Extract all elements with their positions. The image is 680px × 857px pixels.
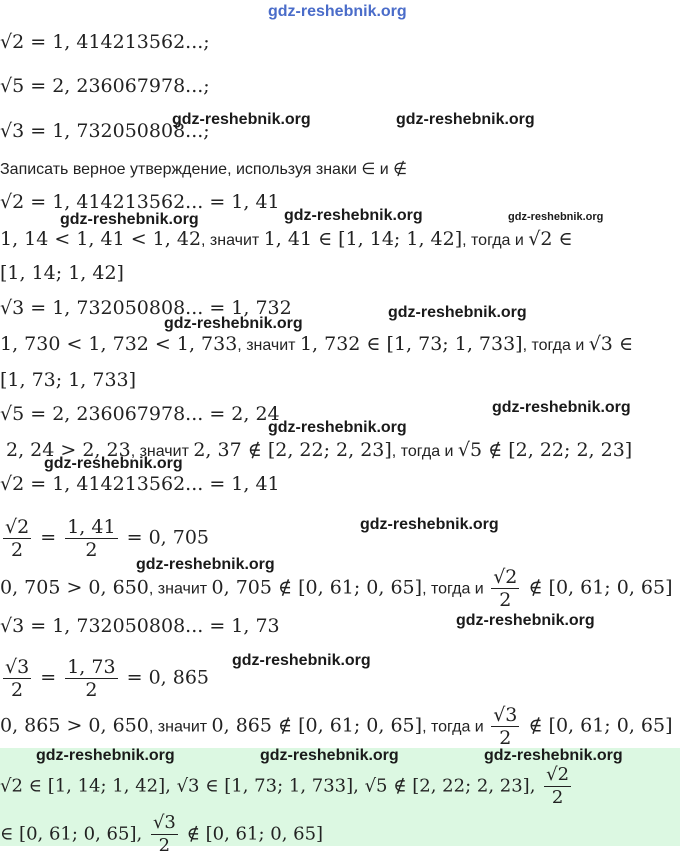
comparison: 2, 24 > 2, 23 [6, 439, 131, 461]
then-label: , тогда и [391, 443, 458, 460]
then-label: , тогда и [422, 718, 489, 736]
block1-interval: [1, 14; 1, 42] [0, 262, 124, 284]
then-label: , тогда и [422, 580, 489, 598]
watermark: gdz-reshebnik.org [484, 747, 623, 764]
block4-fraction-line [0, 516, 209, 561]
watermark: gdz-reshebnik.org [456, 612, 595, 629]
block5-approx: √3 = 1, 732050808... = 1, 73 [0, 615, 280, 637]
conclusion: √3 ∈ [588, 333, 634, 355]
watermark: gdz-reshebnik.org [172, 111, 311, 128]
conclusion: ∉ [0, 61; 0, 65] [528, 714, 673, 737]
block2-interval: [1, 73; 1, 733] [0, 369, 137, 391]
watermark: gdz-reshebnik.org [260, 747, 399, 764]
watermark: gdz-reshebnik.org [388, 304, 527, 321]
so-label: , значит [237, 337, 300, 354]
equals: = [40, 526, 57, 549]
result: = 0, 705 [126, 526, 210, 549]
statement: 2, 37 ∉ [2, 22; 2, 23] [193, 439, 392, 461]
conclusion: √2 ∈ [528, 228, 573, 250]
fraction: $\frac{√2}{2}$ [5, 516, 30, 561]
watermark: gdz-reshebnik.org [164, 315, 303, 332]
watermark: gdz-reshebnik.org [60, 211, 199, 228]
comparison: 0, 865 > 0, 650 [0, 714, 149, 737]
block5-reasoning [0, 704, 673, 749]
conclusion: √5 ∉ [2, 22; 2, 23] [457, 439, 633, 461]
task-statement: Записать верное утверждение, используя знаки ∈ и ∉ [0, 161, 408, 178]
value-sqrt2: √2 = 1, 414213562...; [0, 31, 210, 53]
block2-approx: √3 = 1, 732050808... = 1, 732 [0, 297, 292, 319]
watermark: gdz-reshebnik.org [284, 207, 423, 224]
so-label: , значит [201, 232, 264, 249]
then-label: , тогда и [462, 232, 529, 249]
answer-text: ∈ [0, 61; 0, 65], [0, 823, 143, 845]
then-label: , тогда и [522, 337, 589, 354]
fraction: $\frac{1, 41}{2}$ [67, 516, 116, 561]
statement: 1, 41 ∈ [1, 14; 1, 42] [263, 228, 463, 250]
value-sqrt3: √3 = 1, 732050808...; [0, 120, 210, 142]
value-sqrt5: √5 = 2, 236067978...; [0, 75, 210, 97]
answer-line-1 [0, 764, 574, 809]
fraction: $\frac{√3}{2}$ [152, 812, 176, 856]
comparison: 1, 14 < 1, 41 < 1, 42 [0, 228, 202, 250]
answer-line-2 [0, 812, 323, 857]
conclusion: ∉ [0, 61; 0, 65] [528, 576, 673, 599]
fraction: $\frac{√3}{2}$ [5, 656, 30, 701]
block1-approx: √2 = 1, 414213562... = 1, 41 [0, 191, 280, 213]
block4-approx: √2 = 1, 414213562... = 1, 41 [0, 473, 280, 495]
comparison: 0, 705 > 0, 650 [0, 576, 149, 599]
watermark: gdz-reshebnik.org [44, 455, 183, 472]
answer-text: ∉ [0, 61; 0, 65] [186, 823, 324, 845]
block5-fraction-line [0, 656, 209, 701]
statement: 0, 705 ∉ [0, 61; 0, 65] [211, 576, 423, 599]
block1-reasoning [0, 227, 573, 253]
watermark: gdz-reshebnik.org [492, 399, 631, 416]
result: = 0, 865 [126, 666, 210, 689]
fraction: $\frac{√2}{2}$ [546, 764, 570, 808]
fraction: $\frac{√3}{2}$ [493, 704, 518, 749]
fraction: $\frac{1, 73}{2}$ [67, 656, 116, 701]
fraction: $\frac{√2}{2}$ [493, 566, 518, 611]
comparison: 1, 730 < 1, 732 < 1, 733 [0, 333, 238, 355]
statement: 0, 865 ∉ [0, 61; 0, 65] [211, 714, 423, 737]
watermark: gdz-reshebnik.org [508, 211, 604, 223]
so-label: , значит [148, 580, 212, 598]
watermark: gdz-reshebnik.org [232, 652, 371, 669]
watermark: gdz-reshebnik.org [360, 516, 499, 533]
block3-approx: √5 = 2, 236067978... = 2, 24 [0, 403, 280, 425]
watermark: gdz-reshebnik.org [268, 419, 407, 436]
so-label: , значит [130, 443, 194, 460]
answer-text: √2 ∈ [1, 14; 1, 42], √3 ∈ [1, 73; 1, 733], √5 ∉ [2, 22; 2, 23], [0, 775, 536, 797]
watermark: gdz-reshebnik.org [136, 556, 275, 573]
equals: = [40, 666, 57, 689]
so-label: , значит [148, 718, 212, 736]
watermark-top[interactable]: gdz-reshebnik.org [268, 3, 407, 20]
block2-reasoning [0, 332, 633, 358]
statement: 1, 732 ∈ [1, 73; 1, 733] [299, 333, 523, 355]
block4-reasoning [0, 566, 673, 611]
watermark: gdz-reshebnik.org [36, 747, 175, 764]
watermark: gdz-reshebnik.org [396, 111, 535, 128]
